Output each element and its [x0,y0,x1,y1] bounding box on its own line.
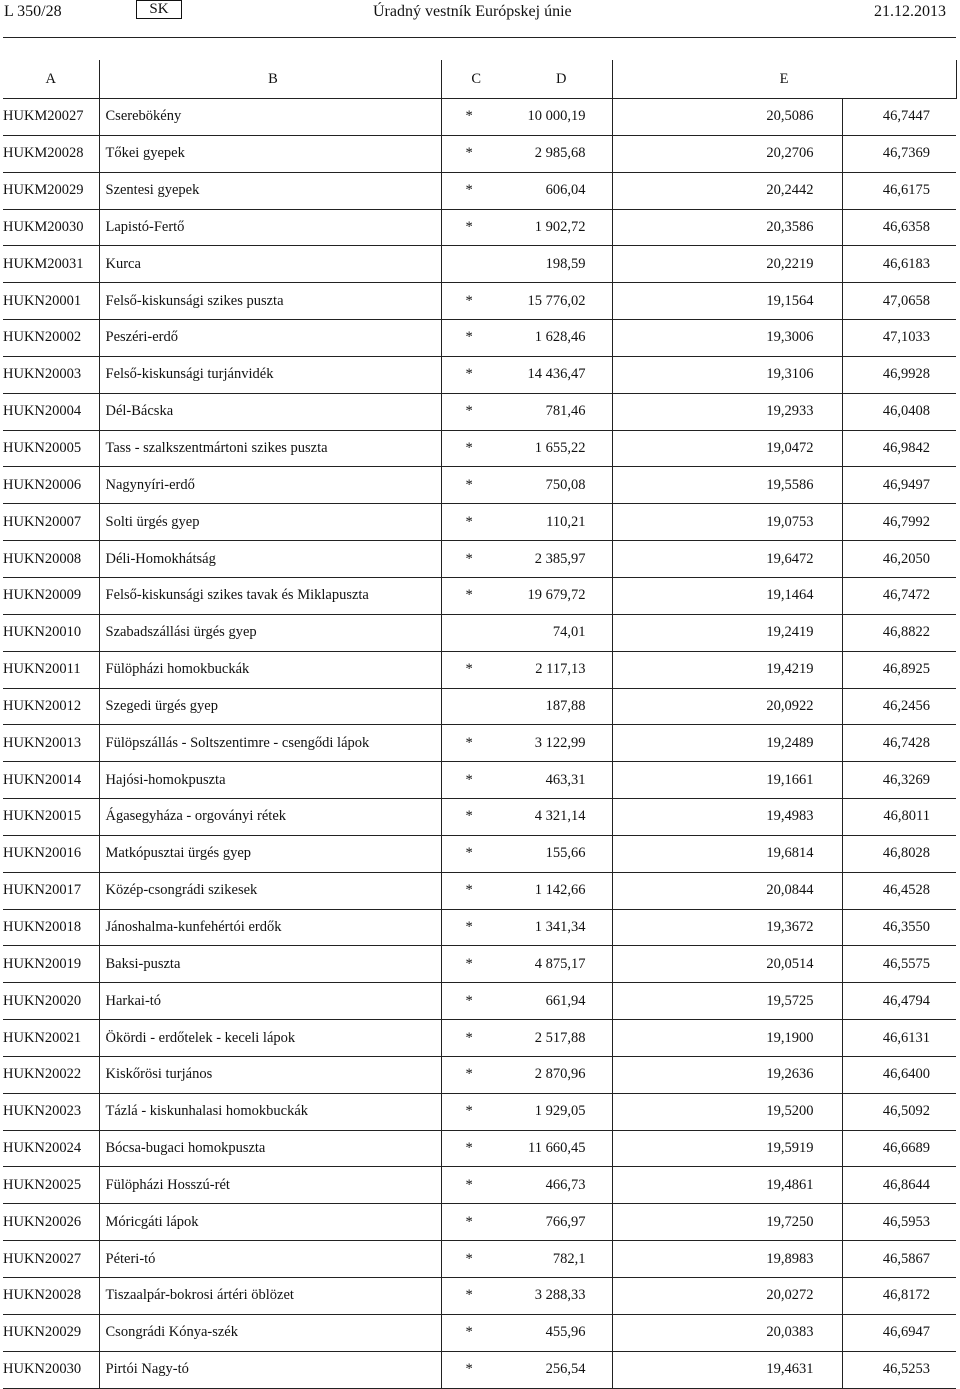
site-longitude: 20,0514 [612,946,842,983]
site-longitude: 20,2706 [612,135,842,172]
site-longitude: 19,2933 [612,393,842,430]
table-body [3,99,956,1389]
table-row [3,1056,956,1093]
table-row [3,1093,956,1130]
priority-mark: * [441,1241,511,1278]
site-latitude: 46,9928 [842,356,956,393]
site-code: HUKM20028 [3,135,99,172]
site-latitude: 46,5092 [842,1093,956,1130]
site-longitude: 19,5919 [612,1130,842,1167]
priority-mark: * [441,909,511,946]
table-row [3,430,956,467]
site-latitude: 46,6947 [842,1314,956,1351]
site-longitude: 20,0922 [612,688,842,725]
priority-mark: * [441,1278,511,1315]
site-name: Tázlá - kiskunhalasi homokbuckák [99,1093,441,1130]
site-area: 1 341,34 [511,909,612,946]
site-longitude: 19,1900 [612,1020,842,1057]
site-latitude: 46,8925 [842,651,956,688]
site-area: 606,04 [511,172,612,209]
table-row [3,946,956,983]
site-area: 3 288,33 [511,1278,612,1315]
table-row [3,725,956,762]
table-row [3,541,956,578]
site-code: HUKN20022 [3,1056,99,1093]
priority-mark: * [441,209,511,246]
site-latitude: 46,6183 [842,246,956,283]
site-longitude: 20,0383 [612,1314,842,1351]
priority-mark [441,246,511,283]
site-name: Dél-Bácska [99,393,441,430]
priority-mark [441,614,511,651]
site-name: Jánoshalma-kunfehértói erdők [99,909,441,946]
site-code: HUKN20027 [3,1241,99,1278]
sites-table [3,60,957,1389]
site-latitude: 46,5953 [842,1204,956,1241]
site-name: Fülöpházi homokbuckák [99,651,441,688]
priority-mark: * [441,1093,511,1130]
site-latitude: 47,0658 [842,283,956,320]
site-area: 466,73 [511,1167,612,1204]
priority-mark: * [441,1314,511,1351]
site-name: Matkópusztai ürgés gyep [99,835,441,872]
site-code: HUKN20007 [3,504,99,541]
site-area: 455,96 [511,1314,612,1351]
priority-mark: * [441,1351,511,1388]
site-longitude: 19,6472 [612,541,842,578]
site-code: HUKN20014 [3,762,99,799]
site-latitude: 46,8028 [842,835,956,872]
site-area: 110,21 [511,504,612,541]
priority-mark: * [441,430,511,467]
site-code: HUKN20025 [3,1167,99,1204]
column-header-d: D [511,60,612,99]
site-name: Felső-kiskunsági szikes puszta [99,283,441,320]
site-latitude: 46,7369 [842,135,956,172]
site-code: HUKN20029 [3,1314,99,1351]
priority-mark: * [441,467,511,504]
column-header-c: C [441,60,511,99]
site-latitude: 46,2050 [842,541,956,578]
site-longitude: 19,5200 [612,1093,842,1130]
table-row [3,577,956,614]
table-row [3,467,956,504]
site-longitude: 20,0272 [612,1278,842,1315]
priority-mark: * [441,1020,511,1057]
header-rule [3,37,956,38]
site-name: Peszéri-erdő [99,320,441,357]
priority-mark: * [441,1130,511,1167]
site-longitude: 19,0472 [612,430,842,467]
priority-mark: * [441,283,511,320]
site-area: 11 660,45 [511,1130,612,1167]
site-longitude: 19,3106 [612,356,842,393]
site-code: HUKN20008 [3,541,99,578]
site-code: HUKN20020 [3,983,99,1020]
priority-mark: * [441,393,511,430]
site-longitude: 20,2219 [612,246,842,283]
site-name: Déli-Homokhátság [99,541,441,578]
site-latitude: 46,4794 [842,983,956,1020]
table-row [3,135,956,172]
priority-mark: * [441,799,511,836]
table-row [3,209,956,246]
table-header-row [3,60,956,99]
site-name: Csongrádi Kónya-szék [99,1314,441,1351]
site-name: Pirtói Nagy-tó [99,1351,441,1388]
site-area: 782,1 [511,1241,612,1278]
site-code: HUKN20019 [3,946,99,983]
table-row [3,320,956,357]
site-latitude: 47,1033 [842,320,956,357]
site-longitude: 19,4861 [612,1167,842,1204]
site-area: 1 929,05 [511,1093,612,1130]
site-name: Fülöpházi Hosszú-rét [99,1167,441,1204]
language-badge: SK [136,0,182,19]
site-longitude: 19,4983 [612,799,842,836]
priority-mark: * [441,835,511,872]
site-code: HUKN20006 [3,467,99,504]
site-longitude: 19,1661 [612,762,842,799]
site-area: 4 875,17 [511,946,612,983]
priority-mark: * [441,1204,511,1241]
site-code: HUKN20015 [3,799,99,836]
site-area: 661,94 [511,983,612,1020]
column-header-e: E [612,60,956,99]
table-row [3,688,956,725]
site-name: Móricgáti lápok [99,1204,441,1241]
table-row [3,99,956,136]
table-row [3,1130,956,1167]
priority-mark: * [441,762,511,799]
site-area: 187,88 [511,688,612,725]
site-longitude: 19,4631 [612,1351,842,1388]
site-longitude: 19,3006 [612,320,842,357]
site-longitude: 19,0753 [612,504,842,541]
site-area: 256,54 [511,1351,612,1388]
site-name: Ökördi - erdőtelek - keceli lápok [99,1020,441,1057]
site-name: Felső-kiskunsági turjánvidék [99,356,441,393]
site-code: HUKN20011 [3,651,99,688]
site-longitude: 19,4219 [612,651,842,688]
site-name: Baksi-puszta [99,946,441,983]
column-header-b: B [99,60,441,99]
priority-mark: * [441,1056,511,1093]
site-area: 1 142,66 [511,872,612,909]
site-name: Tiszaalpár-bokrosi ártéri öblözet [99,1278,441,1315]
priority-mark: * [441,320,511,357]
site-code: HUKN20001 [3,283,99,320]
site-area: 781,46 [511,393,612,430]
site-code: HUKN20013 [3,725,99,762]
site-name: Cserebökény [99,99,441,136]
priority-mark: * [441,872,511,909]
site-longitude: 19,2419 [612,614,842,651]
site-latitude: 46,8172 [842,1278,956,1315]
publication-date: 21.12.2013 [874,3,946,20]
site-name: Szabadszállási ürgés gyep [99,614,441,651]
site-latitude: 46,2456 [842,688,956,725]
site-latitude: 46,8822 [842,614,956,651]
site-name: Tass - szalkszentmártoni szikes puszta [99,430,441,467]
site-code: HUKN20003 [3,356,99,393]
site-area: 198,59 [511,246,612,283]
priority-mark: * [441,541,511,578]
site-name: Kurca [99,246,441,283]
site-latitude: 46,8011 [842,799,956,836]
table-row [3,172,956,209]
priority-mark: * [441,946,511,983]
table-row [3,983,956,1020]
priority-mark [441,688,511,725]
site-latitude: 46,6689 [842,1130,956,1167]
table-row [3,1204,956,1241]
site-longitude: 19,5586 [612,467,842,504]
priority-mark: * [441,504,511,541]
table-row [3,872,956,909]
site-code: HUKN20002 [3,320,99,357]
site-longitude: 20,0844 [612,872,842,909]
site-longitude: 19,2489 [612,725,842,762]
site-code: HUKN20030 [3,1351,99,1388]
site-area: 1 655,22 [511,430,612,467]
site-code: HUKN20021 [3,1020,99,1057]
site-code: HUKN20018 [3,909,99,946]
table-row [3,651,956,688]
table-row [3,1351,956,1388]
site-name: Nagynyíri-erdő [99,467,441,504]
table-row [3,1241,956,1278]
site-latitude: 46,6175 [842,172,956,209]
site-longitude: 19,7250 [612,1204,842,1241]
site-code: HUKN20023 [3,1093,99,1130]
page-header [0,0,960,27]
site-latitude: 46,5575 [842,946,956,983]
site-area: 3 122,99 [511,725,612,762]
priority-mark: * [441,172,511,209]
site-name: Fülöpszállás - Soltszentimre - csengődi lápok [99,725,441,762]
site-longitude: 20,3586 [612,209,842,246]
site-code: HUKN20016 [3,835,99,872]
table-row [3,1020,956,1057]
table-row [3,762,956,799]
site-code: HUKN20028 [3,1278,99,1315]
table-row [3,614,956,651]
site-name: Közép-csongrádi szikesek [99,872,441,909]
site-longitude: 19,5725 [612,983,842,1020]
table-row [3,909,956,946]
column-header-a: A [3,60,99,99]
table-row [3,393,956,430]
site-area: 2 117,13 [511,651,612,688]
site-name: Solti ürgés gyep [99,504,441,541]
site-latitude: 46,4528 [842,872,956,909]
table-row [3,1167,956,1204]
page-number: L 350/28 [4,3,62,20]
priority-mark: * [441,577,511,614]
site-name: Ágasegyháza - orgoványi rétek [99,799,441,836]
table-row [3,504,956,541]
site-area: 10 000,19 [511,99,612,136]
site-code: HUKN20004 [3,393,99,430]
site-latitude: 46,6400 [842,1056,956,1093]
priority-mark: * [441,983,511,1020]
site-latitude: 46,7447 [842,99,956,136]
site-area: 766,97 [511,1204,612,1241]
priority-mark: * [441,99,511,136]
site-name: Lapistó-Fertő [99,209,441,246]
table-row [3,283,956,320]
site-area: 2 870,96 [511,1056,612,1093]
site-area: 4 321,14 [511,799,612,836]
site-area: 750,08 [511,467,612,504]
table-row [3,1314,956,1351]
priority-mark: * [441,356,511,393]
site-latitude: 46,3269 [842,762,956,799]
site-name: Szegedi ürgés gyep [99,688,441,725]
site-area: 2 385,97 [511,541,612,578]
site-longitude: 19,3672 [612,909,842,946]
site-name: Harkai-tó [99,983,441,1020]
site-longitude: 19,8983 [612,1241,842,1278]
site-area: 463,31 [511,762,612,799]
site-latitude: 46,0408 [842,393,956,430]
site-name: Tőkei gyepek [99,135,441,172]
site-code: HUKM20031 [3,246,99,283]
table-row [3,799,956,836]
site-name: Bócsa-bugaci homokpuszta [99,1130,441,1167]
site-longitude: 19,6814 [612,835,842,872]
site-latitude: 46,8644 [842,1167,956,1204]
journal-title: Úradný vestník Európskej únie [373,3,572,20]
site-name: Hajósi-homokpuszta [99,762,441,799]
site-area: 14 436,47 [511,356,612,393]
site-name: Szentesi gyepek [99,172,441,209]
site-code: HUKM20029 [3,172,99,209]
site-code: HUKN20017 [3,872,99,909]
site-longitude: 20,2442 [612,172,842,209]
site-area: 1 902,72 [511,209,612,246]
priority-mark: * [441,651,511,688]
site-code: HUKN20026 [3,1204,99,1241]
priority-mark: * [441,135,511,172]
site-longitude: 19,1464 [612,577,842,614]
site-latitude: 46,7992 [842,504,956,541]
site-name: Felső-kiskunsági szikes tavak és Miklapuszta [99,577,441,614]
site-latitude: 46,7428 [842,725,956,762]
site-code: HUKN20012 [3,688,99,725]
site-area: 2 517,88 [511,1020,612,1057]
table-row [3,356,956,393]
site-latitude: 46,7472 [842,577,956,614]
priority-mark: * [441,725,511,762]
site-latitude: 46,5867 [842,1241,956,1278]
priority-mark: * [441,1167,511,1204]
site-area: 2 985,68 [511,135,612,172]
site-longitude: 20,5086 [612,99,842,136]
site-code: HUKM20027 [3,99,99,136]
site-latitude: 46,6131 [842,1020,956,1057]
site-latitude: 46,9497 [842,467,956,504]
site-area: 155,66 [511,835,612,872]
site-name: Kiskőrösi turjános [99,1056,441,1093]
site-code: HUKM20030 [3,209,99,246]
site-code: HUKN20024 [3,1130,99,1167]
table-row [3,835,956,872]
site-name: Péteri-tó [99,1241,441,1278]
table-row [3,246,956,283]
site-code: HUKN20009 [3,577,99,614]
site-area: 19 679,72 [511,577,612,614]
site-latitude: 46,3550 [842,909,956,946]
site-code: HUKN20005 [3,430,99,467]
site-latitude: 46,6358 [842,209,956,246]
table-row [3,1278,956,1315]
site-longitude: 19,2636 [612,1056,842,1093]
site-latitude: 46,5253 [842,1351,956,1388]
site-code: HUKN20010 [3,614,99,651]
site-area: 15 776,02 [511,283,612,320]
site-area: 74,01 [511,614,612,651]
site-longitude: 19,1564 [612,283,842,320]
site-latitude: 46,9842 [842,430,956,467]
site-area: 1 628,46 [511,320,612,357]
